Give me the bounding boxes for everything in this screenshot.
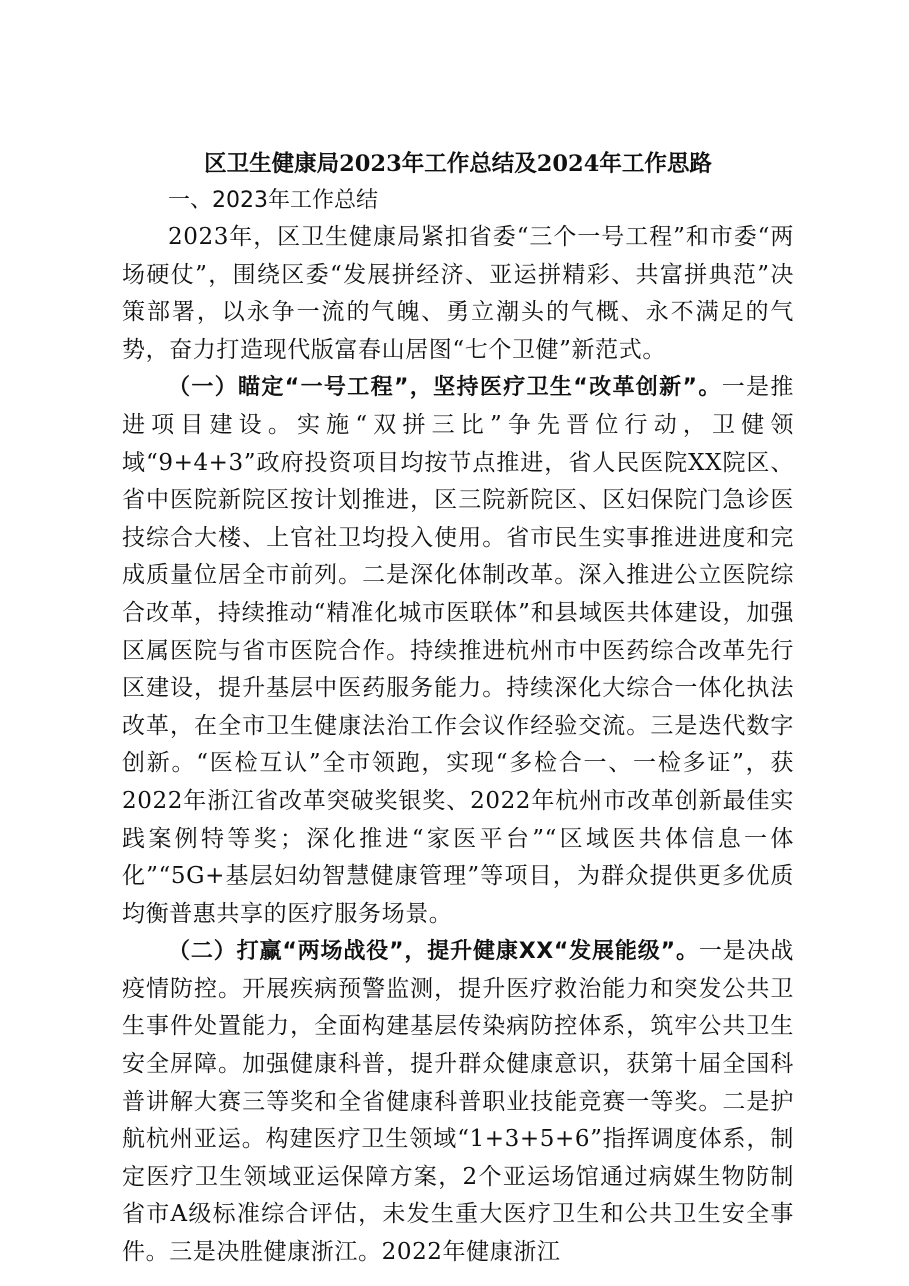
subheading-two-battles: （二）打赢“两场战役”，提升健康XX“发展能级”。 [168,939,699,965]
document-title: 区卫生健康局2023年工作总结及2024年工作思路 [204,151,712,177]
section-heading-summary: 一、2023年工作总结 [168,188,378,213]
paragraph-two-battles [122,933,794,1271]
intro-paragraph: 2023年，区卫生健康局紧扣省委“三个一号工程”和市委“两场硬仗”，围绕区委“发展拼经济、亚运拼精彩、共富拼典范”决策部署，以永争一流的气魄、勇立潮头的气概、永不满足的气势，奋力打造现代版富春山居图“七个卫健”新范式。 [122,224,794,363]
paragraph-reform-innovation [122,369,794,933]
document-body [122,145,794,1272]
subheading-reform-innovation: （一）瞄定“一号工程”，坚持医疗卫生“改革创新”。 [168,375,722,401]
paragraph-two-battles-body: 一是决战疫情防控。开展疾病预警监测，提升医疗救治能力和突发公共卫生事件处置能力，全面构建基层传染病防控体系，筑牢公共卫生安全屏障。加强健康科普，提升群众健康意识，获第十届全国科普讲解大赛三等奖和全省健康科普职业技能竞赛一等奖。二是护航杭州亚运。构建医疗卫生领域“1+3+5+6”指挥调度体系，制定医疗卫生领域亚运保障方案，2个亚运场馆通过病媒生物防制省市A级标准综合评估，未发生重大医疗卫生和公共卫生安全事件。三是决胜健康浙江。2022年健康浙江 [122,938,795,1266]
paragraph-reform-innovation-body: 一是推进项目建设。实施“双拼三比”争先晋位行动，卫健领域“9+4+3”政府投资项目均按节点推进，省人民医院XX院区、省中医院新院区按计划推进，区三院新院区、区妇保院门急诊医技综合大楼、上官社卫均投入使用。省市民生实事推进进度和完成质量位居全市前列。二是深化体制改革。深入推进公立医院综合改革，持续推动“精准化城市医联体”和县域医共体建设，加强区属医院与省市医院合作。持续推进杭州市中医药综合改革先行区建设，提升基层中医药服务能力。持续深化大综合一体化执法改革，在全市卫生健康法治工作会议作经验交流。三是迭代数字创新。“医检互认”全市领跑，实现“多检合一、一检多证”，获2022年浙江省改革突破奖银奖、2022年杭州市改革创新最佳实践案例特等奖；深化推进“家医平台”“区域医共体信息一体化”“5G+基层妇幼智慧健康管理”等项目，为群众提供更多优质均衡普惠共享的医疗服务场景。 [122,374,794,927]
